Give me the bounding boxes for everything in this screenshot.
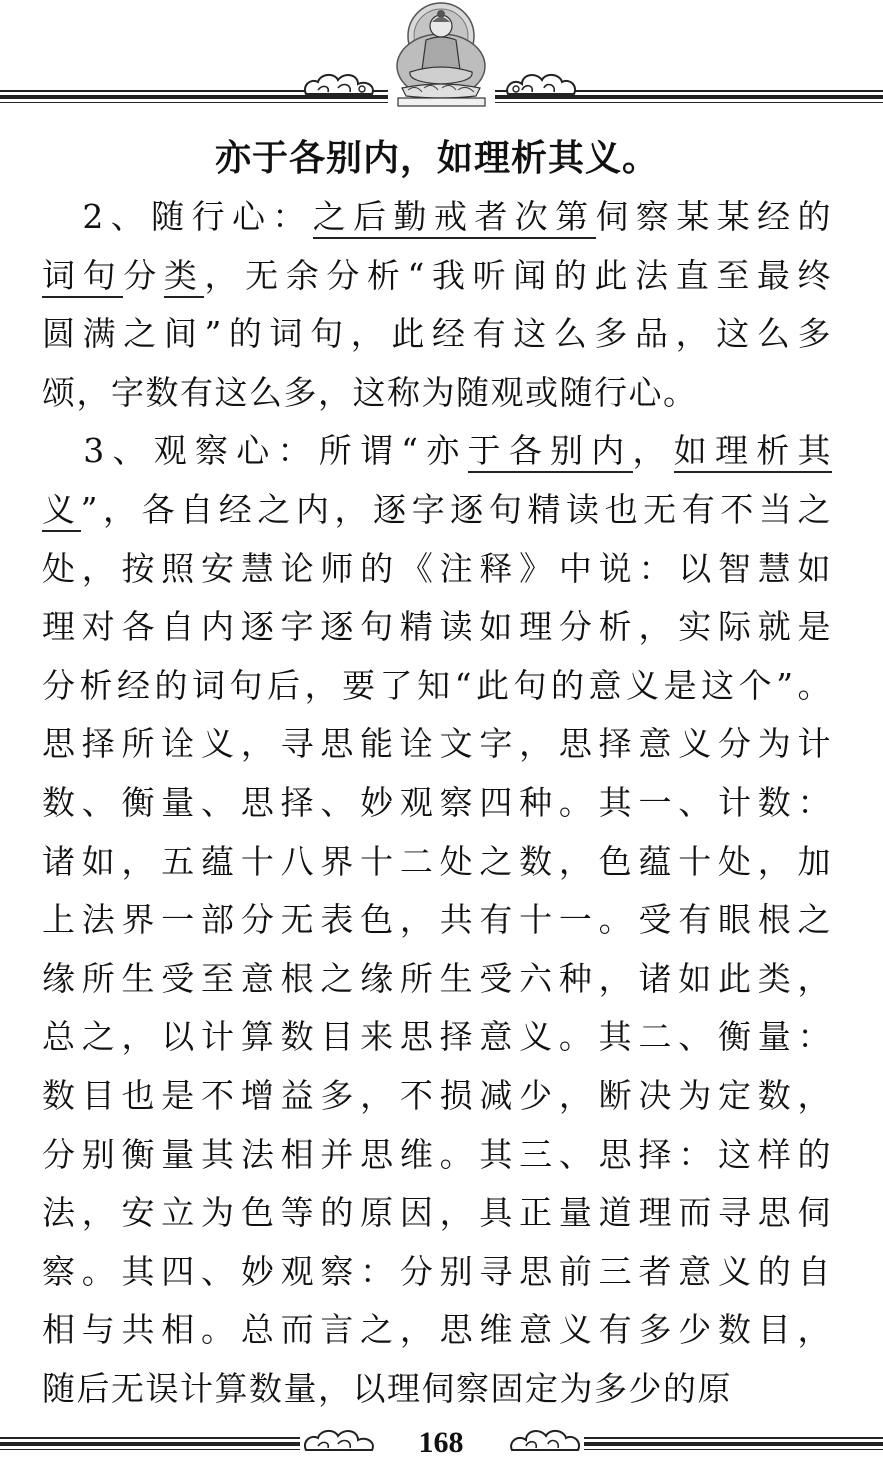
text-segment: 思择所诠义，寻思能诠文字，思择意义分为计 bbox=[42, 724, 832, 764]
text-line bbox=[42, 1243, 832, 1302]
text-line bbox=[42, 1301, 832, 1360]
cloud-scroll-icon bbox=[504, 1426, 584, 1456]
text-segment: 3、观察心：所谓“亦 bbox=[42, 431, 468, 471]
text-segment: 察。其四、妙观察：分别寻思前三者意义的自 bbox=[42, 1251, 832, 1291]
text-line bbox=[42, 657, 832, 716]
text-segment: ”，各自经之内，逐字逐句精读也无有不当之 bbox=[80, 489, 833, 529]
underlined-text: 于各别内 bbox=[468, 431, 633, 473]
underlined-text: 义 bbox=[42, 490, 81, 532]
text-segment: ，无余分析“我听闻的此法直至最终 bbox=[204, 255, 833, 295]
text-segment: 分别衡量其法相并思维。其三、思择：这样的 bbox=[42, 1134, 832, 1174]
text-line bbox=[42, 833, 832, 892]
text-segment: ， bbox=[632, 431, 674, 471]
text-line bbox=[42, 891, 832, 950]
text-segment: 总之，以计算数目来思择意义。其二、衡量： bbox=[42, 1017, 832, 1057]
text-segment: 伺察某某经的 bbox=[595, 197, 833, 236]
text-line bbox=[42, 1126, 832, 1185]
text-line bbox=[42, 481, 832, 540]
text-line bbox=[42, 1360, 832, 1419]
text-line bbox=[42, 364, 832, 423]
cloud-scroll-icon bbox=[500, 70, 580, 100]
text-line bbox=[42, 305, 832, 364]
page-header bbox=[0, 0, 883, 118]
underlined-text: 词句 bbox=[42, 256, 123, 298]
page-content bbox=[42, 130, 832, 1418]
text-segment: 上法界一部分无表色，共有十一。受有眼根之 bbox=[42, 900, 832, 940]
page-footer bbox=[0, 1420, 883, 1467]
text-line bbox=[42, 715, 832, 774]
text-segment: 随后无误计算数量，以理伺察固定为多少的原 bbox=[42, 1368, 732, 1408]
text-segment: 缘所生受至意根之缘所生受六种，诸如此类， bbox=[42, 958, 832, 998]
text-segment: 分析经的词句后，要了知“此句的意义是这个”。 bbox=[42, 665, 832, 705]
text-segment: 诸如，五蕴十八界十二处之数，色蕴十处，加 bbox=[42, 841, 832, 881]
verse-line: 亦于各别内，如理析其义。 bbox=[214, 138, 659, 179]
body-text bbox=[42, 188, 832, 1418]
text-segment: 处，按照安慧论师的《注释》中说：以智慧如 bbox=[42, 548, 832, 588]
text-segment: 颂，字数有这么多，这称为随观或随行心。 bbox=[42, 372, 698, 412]
paragraph bbox=[42, 188, 832, 422]
text-line bbox=[42, 422, 832, 481]
text-segment: 数、衡量、思择、妙观察四种。其一、计数： bbox=[42, 782, 832, 822]
text-line bbox=[42, 1067, 832, 1126]
text-line bbox=[42, 247, 832, 306]
buddha-figure-icon bbox=[388, 0, 495, 110]
text-segment: 数目也是不增益多，不损减少，断决为定数， bbox=[42, 1075, 832, 1115]
text-line bbox=[42, 188, 832, 247]
text-line bbox=[42, 950, 832, 1009]
paragraph bbox=[42, 422, 832, 1418]
text-segment: 法，安立为色等的原因，具正量道理而寻思伺 bbox=[42, 1193, 832, 1233]
text-segment: 理对各自内逐字逐句精读如理分析，实际就是 bbox=[42, 607, 832, 647]
footer-rule-right bbox=[584, 1437, 883, 1451]
text-segment: 分 bbox=[123, 255, 164, 295]
text-line bbox=[42, 598, 832, 657]
text-line bbox=[42, 1008, 832, 1067]
text-line bbox=[42, 540, 832, 599]
text-segment: 相与共相。总而言之，思维意义有多少数目， bbox=[42, 1310, 832, 1350]
underlined-text: 之后勤戒者次第 bbox=[313, 197, 596, 239]
cloud-scroll-icon bbox=[300, 1426, 380, 1456]
text-line bbox=[42, 774, 832, 833]
underlined-text: 类 bbox=[164, 256, 205, 298]
text-line bbox=[42, 1184, 832, 1243]
text-segment: 2、随行心： bbox=[42, 197, 313, 236]
cloud-scroll-icon bbox=[300, 70, 380, 100]
footer-rule-left bbox=[0, 1437, 300, 1451]
page-number: 168 bbox=[418, 1426, 464, 1459]
underlined-text: 如理析其 bbox=[674, 431, 832, 473]
text-segment: 圆满之间”的词句，此经有这么多品，这么多 bbox=[42, 314, 832, 354]
